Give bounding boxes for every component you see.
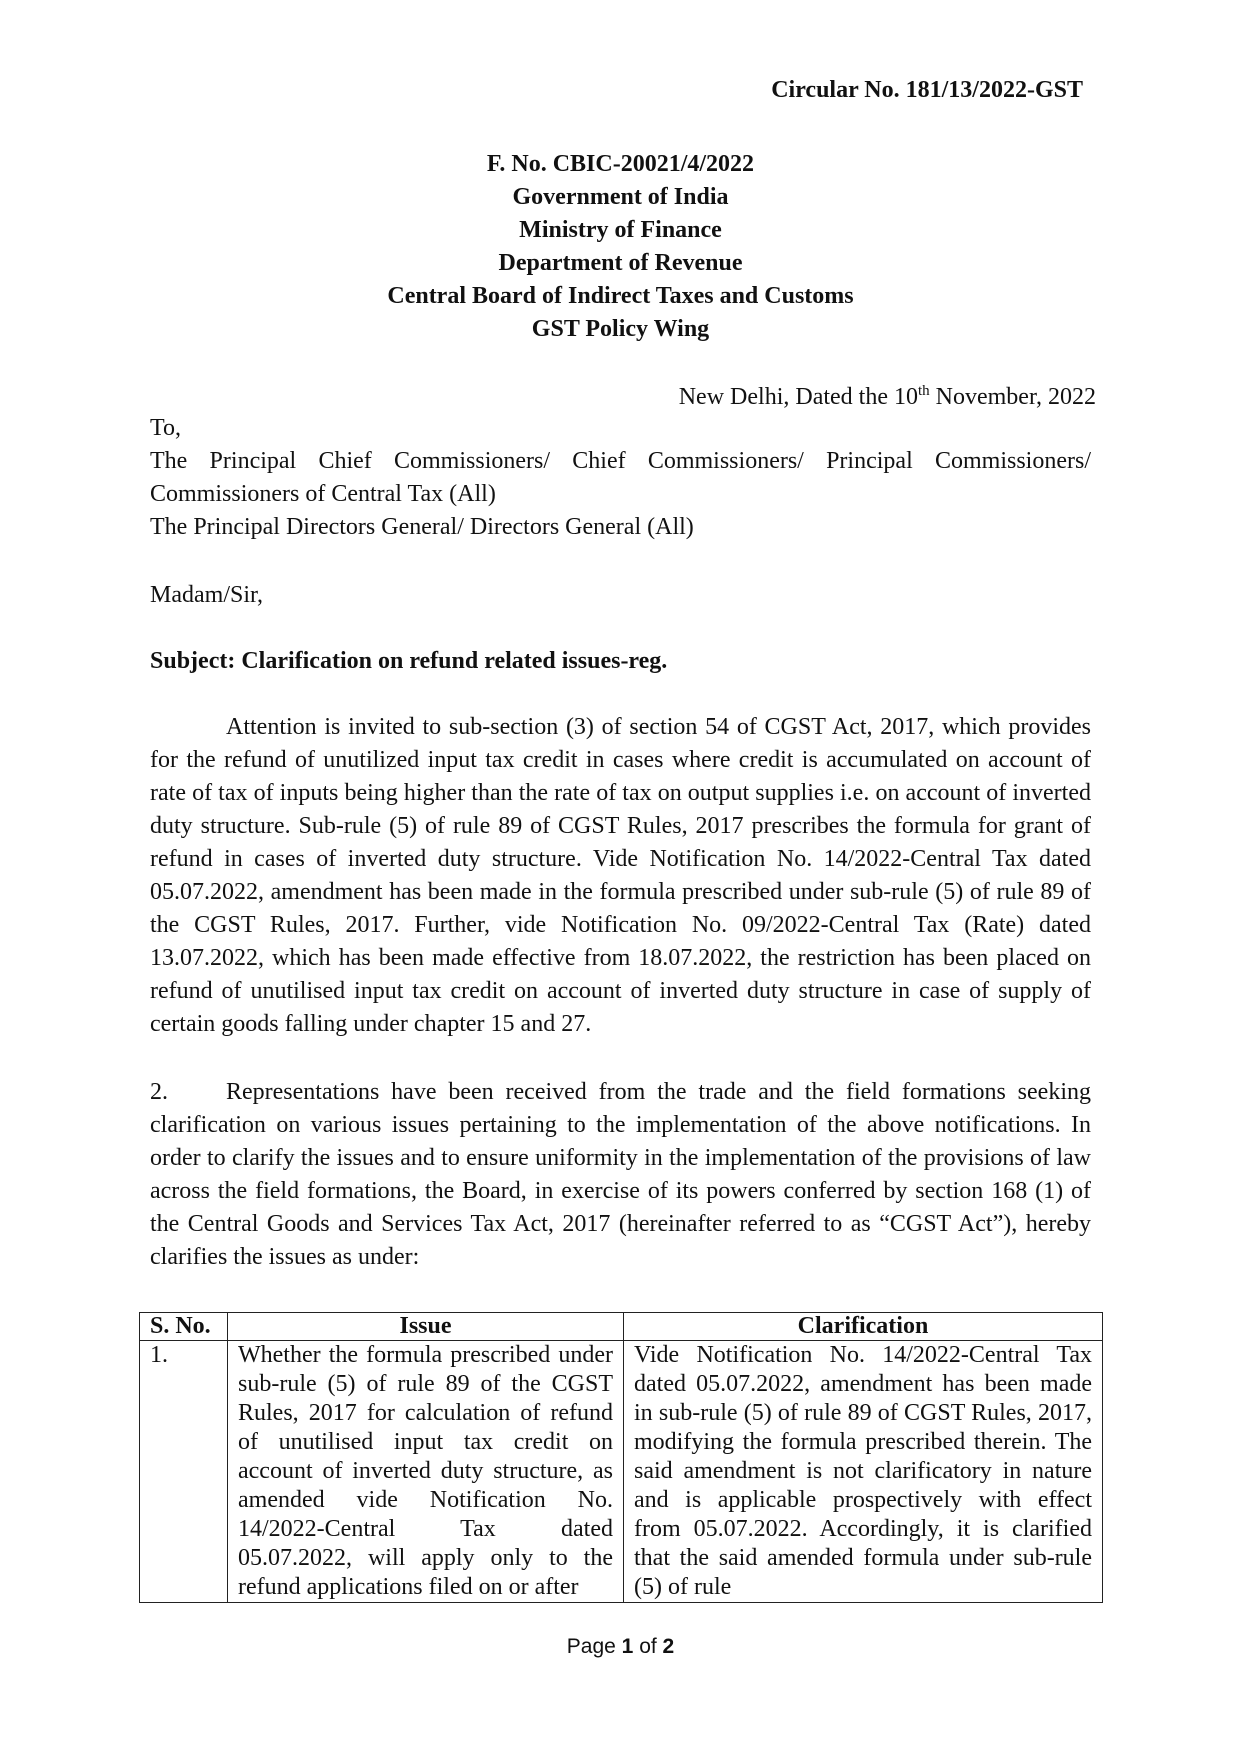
page-footer (0, 1634, 1241, 1660)
wing-line: GST Policy Wing (531, 316, 710, 342)
date-superscript: th (917, 383, 930, 399)
circular-number: Circular No. 181/13/2022-GST (771, 77, 1083, 103)
file-number: F. No. CBIC-20021/4/2022 (486, 151, 755, 177)
government-line: Government of India (512, 184, 729, 210)
date-suffix: November, 2022 (929, 384, 1096, 410)
table-header-row (140, 1313, 1103, 1341)
addressee-line-1: The Principal Chief Commissioners/ Chief Commissioners/ Principal Commissioners/ (150, 448, 1091, 474)
header-clarification: Clarification (624, 1313, 1103, 1341)
salutation: Madam/Sir, (150, 582, 264, 608)
paragraph-2 (150, 1076, 1091, 1274)
paragraph-2-text: Representations have been received from the trade and the field formations seeking clarification on various issues pertaining to the implementation of the above notifications. In order to clarify the issues and to ensure uniformity in the implementation of the provisions of law across the field formations, the Board, in exercise of its powers conferred by section 168 (1) of the Central Goods and Services Tax Act, 2017 (hereinafter referred to as “CGST Act”), hereby clarifies the issues as under: (150, 1079, 1091, 1270)
board-line: Central Board of Indirect Taxes and Customs (387, 283, 854, 309)
footer-current-page: 1 (621, 1635, 634, 1658)
date-line (679, 382, 1096, 412)
footer-page-word: Page (566, 1635, 616, 1658)
table-row (140, 1341, 1103, 1603)
footer-total-pages: 2 (662, 1635, 675, 1658)
header-sno: S. No. (140, 1313, 228, 1341)
addressee-block (150, 412, 1091, 544)
header-issue: Issue (228, 1313, 624, 1341)
department-line: Department of Revenue (498, 250, 743, 276)
addressee-line-2: Commissioners of Central Tax (All) (150, 481, 496, 507)
row-clarification: Vide Notification No. 14/2022-Central Tax dated 05.07.2022, amendment has been made in sub-rule (5) of rule 89 of CGST Rules, 2017, modifying the formula prescribed therein. The said amendment is not clarificatory in nature and is applicable prospectively with effect from 05.07.2022. Accordingly, it is clarified that the said amended formula under sub-rule (5) of rule (624, 1341, 1103, 1603)
row-sno: 1. (140, 1341, 228, 1603)
paragraph-2-number: 2. (150, 1079, 168, 1105)
clarification-table (139, 1312, 1103, 1603)
issuing-authority-header (150, 148, 1091, 346)
footer-of-word: of (639, 1635, 657, 1658)
paragraph-1: Attention is invited to sub-section (3) of section 54 of CGST Act, 2017, which provides for the refund of unutilized input tax credit in cases where credit is accumulated on account of rate of tax of inputs being higher than the rate of tax on output supplies i.e. on account of inverted duty structure. Sub-rule (5) of rule 89 of CGST Rules, 2017 prescribes the formula for grant of refund in cases of inverted duty structure. Vide Notification No. 14/2022-Central Tax dated 05.07.2022, amendment has been made in the formula prescribed under sub-rule (5) of rule 89 of the CGST Rules, 2017. Further, vide Notification No. 09/2022-Central Tax (Rate) dated 13.07.2022, which has been made effective from 18.07.2022, the restriction has been placed on refund of unutilised input tax credit on account of inverted duty structure in case of supply of certain goods falling under chapter 15 and 27. (150, 714, 1091, 1037)
row-issue: Whether the formula prescribed under sub-rule (5) of rule 89 of the CGST Rules, 2017 for calculation of refund of unutilised input tax credit on account of inverted duty structure, as amended vide Notification No. 14/2022-Central Tax dated 05.07.2022, will apply only to the refund applications filed on or after (228, 1341, 624, 1603)
addressee-line-3: The Principal Directors General/ Directors General (All) (150, 514, 694, 540)
ministry-line: Ministry of Finance (519, 217, 722, 243)
to-label: To, (150, 415, 181, 441)
subject-line: Subject: Clarification on refund related issues-reg. (150, 648, 668, 674)
date-prefix: New Delhi, Dated the 10 (678, 384, 918, 410)
